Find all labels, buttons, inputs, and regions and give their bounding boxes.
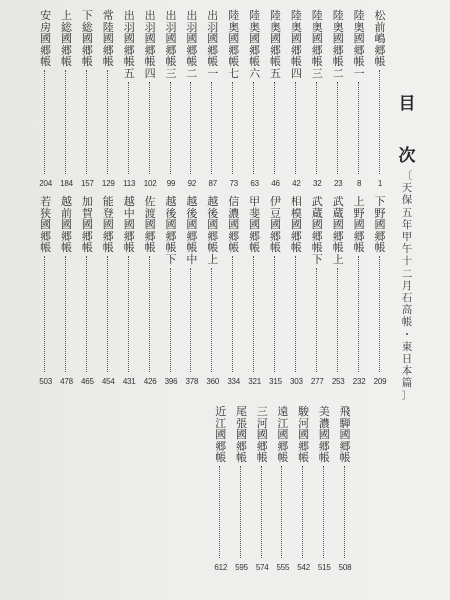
dot-leader	[170, 82, 173, 174]
toc-entry[interactable]	[336, 406, 354, 572]
toc-entry[interactable]	[329, 196, 347, 386]
toc-entry-title: 遠 江 國 郷 帳	[277, 405, 289, 465]
toc-entry-title: 近 江 國 郷 帳	[215, 405, 227, 465]
toc-entry[interactable]	[350, 196, 368, 386]
toc-entry-page: 360	[206, 377, 220, 386]
dot-leader	[323, 466, 326, 558]
toc-entry[interactable]	[212, 406, 230, 572]
toc-entry-page: 303	[290, 377, 303, 386]
toc-entry[interactable]	[120, 196, 138, 386]
toc-entry-title: 越 後 國 郷 帳 上	[207, 195, 219, 266]
toc-entry-page: 184	[60, 179, 73, 188]
toc-entry[interactable]	[267, 10, 285, 188]
toc-entry-title: 下 総 國 郷 帳	[81, 9, 93, 69]
toc-entry-title: 松 前 嶋 郷 帳	[374, 9, 386, 69]
toc-entry-page: 63	[250, 179, 259, 188]
toc-entry[interactable]	[371, 10, 389, 188]
toc-entry[interactable]	[308, 10, 326, 188]
toc-entry-page: 508	[338, 563, 352, 572]
toc-entry-page: 42	[292, 179, 301, 188]
toc-entry-title: 安 房 國 郷 帳	[40, 9, 52, 69]
toc-entry-title: 陸 奥 國 郷 帳 二	[332, 9, 344, 80]
dot-leader	[65, 256, 68, 372]
toc-entry-title: 常 陸 國 郷 帳	[102, 9, 114, 69]
toc-entry[interactable]	[58, 196, 76, 386]
toc-entry[interactable]	[141, 10, 159, 188]
toc-entry-page: 46	[271, 179, 280, 188]
toc-entry-page: 574	[255, 563, 269, 572]
toc-entry-page: 465	[81, 377, 94, 386]
dot-leader	[232, 82, 235, 174]
toc-entry[interactable]	[329, 10, 347, 188]
dot-leader	[274, 82, 277, 174]
toc-entry-title: 陸 奥 國 郷 帳 五	[270, 9, 281, 80]
dot-leader	[149, 82, 152, 174]
toc-entry-title: 下 野 國 郷 帳	[374, 195, 386, 255]
toc-entry-title: 若 狭 國 郷 帳	[40, 195, 52, 255]
toc-entry-page: 102	[143, 179, 157, 188]
toc-entry-title: 上 総 國 郷 帳	[61, 9, 72, 69]
toc-entry[interactable]	[287, 10, 305, 188]
toc-entry-page: 315	[269, 377, 282, 386]
dot-leader	[295, 82, 298, 174]
toc-entry-page: 454	[101, 377, 115, 386]
toc-entry[interactable]	[253, 406, 271, 572]
toc-entry-title: 飛 騨 國 郷 帳	[339, 405, 351, 465]
toc-entry[interactable]	[78, 10, 96, 188]
dot-leader	[128, 256, 131, 372]
dot-leader	[86, 256, 89, 372]
toc-entry-page: 113	[123, 179, 136, 188]
dot-leader	[190, 268, 193, 372]
toc-entry-title: 上 野 國 郷 帳	[353, 195, 365, 255]
toc-entry-page: 396	[164, 377, 178, 386]
toc-entry-page: 87	[208, 179, 218, 188]
toc-heading	[395, 92, 419, 168]
toc-entry-page: 612	[214, 563, 228, 572]
toc-entry-title: 陸 奥 國 郷 帳 四	[290, 9, 302, 80]
toc-entry[interactable]	[267, 196, 285, 386]
dot-leader	[337, 82, 340, 174]
dot-leader	[253, 82, 256, 174]
dot-leader	[86, 70, 89, 174]
toc-entry-title: 出 羽 國 郷 帳 一	[207, 9, 219, 80]
dot-leader	[149, 256, 152, 372]
dot-leader	[44, 70, 47, 174]
toc-entry-page: 99	[166, 179, 176, 188]
toc-entry-page: 595	[235, 563, 248, 572]
toc-entry[interactable]	[295, 406, 313, 572]
toc-entry-page: 204	[39, 179, 52, 188]
toc-entry-page: 92	[187, 179, 197, 188]
toc-entry-title: 伊 豆 國 郷 帳	[270, 195, 281, 255]
toc-entry-page: 232	[352, 377, 366, 386]
toc-entry[interactable]	[99, 196, 117, 386]
dot-leader	[253, 256, 256, 372]
dot-leader	[281, 466, 284, 558]
toc-entry[interactable]	[225, 10, 243, 188]
toc-entry-title: 尾 張 國 郷 帳	[236, 405, 247, 465]
toc-entry-page: 555	[276, 563, 290, 572]
toc-entry-page: 503	[39, 377, 52, 386]
toc-entry-page: 321	[248, 377, 261, 386]
toc-entry-title: 能 登 國 郷 帳	[102, 195, 114, 255]
toc-entry-title: 佐 渡 國 郷 帳	[144, 195, 156, 255]
toc-entry[interactable]	[204, 10, 222, 188]
toc-entry[interactable]	[183, 196, 201, 386]
dot-leader	[379, 70, 382, 174]
toc-entry-page: 334	[227, 377, 241, 386]
toc-entry-title: 越 後 國 郷 帳 中	[186, 195, 198, 266]
dot-leader	[211, 82, 214, 174]
dot-leader	[344, 466, 347, 558]
toc-entry[interactable]	[99, 10, 117, 188]
toc-entry-page: 73	[229, 179, 238, 188]
toc-entry-page: 426	[143, 377, 157, 386]
toc-entry[interactable]	[37, 196, 55, 386]
dot-leader	[170, 268, 173, 372]
toc-entry-title: 三 河 國 郷 帳	[256, 405, 268, 465]
toc-entry[interactable]	[58, 10, 76, 188]
toc-entry-title: 出 羽 國 郷 帳 二	[186, 9, 198, 80]
dot-leader	[107, 70, 110, 174]
toc-entry[interactable]	[204, 196, 222, 386]
heading-char-2: 次	[398, 146, 416, 166]
toc-entry[interactable]	[162, 10, 180, 188]
toc-subtitle: 〔 天 保 五 年 甲 午 十 二 月 石 高 帳 ・ 東 日 本 篇 〕	[401, 170, 413, 402]
toc-entry[interactable]	[287, 196, 305, 386]
toc-entry[interactable]	[246, 196, 264, 386]
dot-leader	[232, 256, 235, 372]
dot-leader	[316, 268, 319, 372]
toc-entry-title: 出 羽 國 郷 帳 四	[144, 9, 156, 80]
dot-leader	[211, 268, 214, 372]
toc-entry[interactable]	[78, 196, 96, 386]
dot-leader	[379, 256, 382, 372]
toc-entry-page: 129	[101, 179, 115, 188]
toc-entry-page: 378	[185, 377, 199, 386]
dot-leader	[274, 256, 277, 372]
toc-entry-title: 陸 奥 國 郷 帳 七	[228, 9, 240, 80]
toc-entry[interactable]	[141, 196, 159, 386]
dot-leader	[107, 256, 110, 372]
toc-entry-title: 信 濃 國 郷 帳	[228, 195, 240, 255]
toc-entry-page: 515	[317, 563, 331, 572]
dot-leader	[295, 256, 298, 372]
toc-entry-title: 陸 奥 國 郷 帳 一	[353, 9, 365, 80]
dot-leader	[302, 466, 305, 558]
dot-leader	[358, 256, 361, 372]
toc-entry-page: 431	[122, 377, 136, 386]
toc-entry[interactable]	[183, 10, 201, 188]
dot-leader	[219, 466, 222, 558]
toc-entry-page: 542	[297, 563, 310, 572]
toc-entry-page: 277	[310, 377, 324, 386]
dot-leader	[358, 82, 361, 174]
toc-entry[interactable]	[233, 406, 251, 572]
toc-entry[interactable]	[120, 10, 138, 188]
toc-entry-page: 23	[333, 179, 343, 188]
toc-entry-title: 越 中 國 郷 帳	[123, 195, 135, 255]
dot-leader	[65, 70, 68, 174]
toc-entry[interactable]	[371, 196, 389, 386]
toc-entry-title: 出 羽 國 郷 帳 五	[123, 9, 135, 80]
toc-entry-title: 越 後 國 郷 帳 下	[165, 195, 177, 266]
toc-entry[interactable]	[162, 196, 180, 386]
dot-leader	[337, 268, 340, 372]
toc-entry-title: 甲 斐 國 郷 帳	[249, 195, 261, 255]
dot-leader	[128, 82, 131, 174]
toc-entry-title: 駿 河 國 郷 帳	[298, 405, 310, 465]
toc-entry-page: 32	[313, 179, 322, 188]
toc-entry-page: 157	[81, 179, 94, 188]
toc-entry-page: 1	[377, 179, 383, 188]
toc-entry-page: 8	[356, 179, 362, 188]
toc-entry-title: 武 蔵 國 郷 帳 上	[332, 195, 344, 266]
toc-entry-title: 武 蔵 國 郷 帳 下	[311, 195, 323, 266]
toc-entry-title: 陸 奥 國 郷 帳 六	[249, 9, 261, 80]
toc-entry-title: 相 模 國 郷 帳	[290, 195, 302, 255]
toc-entry[interactable]	[315, 406, 333, 572]
heading-char-1: 目	[398, 94, 416, 114]
toc-entry[interactable]	[274, 406, 292, 572]
toc-entry-title: 加 賀 國 郷 帳	[81, 195, 93, 255]
toc-entry-title: 陸 奥 國 郷 帳 三	[311, 9, 323, 80]
toc-entry[interactable]	[225, 196, 243, 386]
toc-entry[interactable]	[246, 10, 264, 188]
toc-entry[interactable]	[308, 196, 326, 386]
dot-leader	[261, 466, 264, 558]
toc-entry[interactable]	[350, 10, 368, 188]
toc-entry-title: 越 前 國 郷 帳	[61, 195, 72, 255]
toc-entry-page: 478	[60, 377, 73, 386]
toc-entry-title: 出 羽 國 郷 帳 三	[165, 9, 177, 80]
toc-entry-title: 美 濃 國 郷 帳	[318, 405, 330, 465]
dot-leader	[190, 82, 193, 174]
toc-entry-page: 209	[373, 377, 387, 386]
toc-entry[interactable]	[37, 10, 55, 188]
toc-entry-page: 253	[331, 377, 345, 386]
dot-leader	[44, 256, 47, 372]
dot-leader	[240, 466, 243, 558]
dot-leader	[316, 82, 319, 174]
